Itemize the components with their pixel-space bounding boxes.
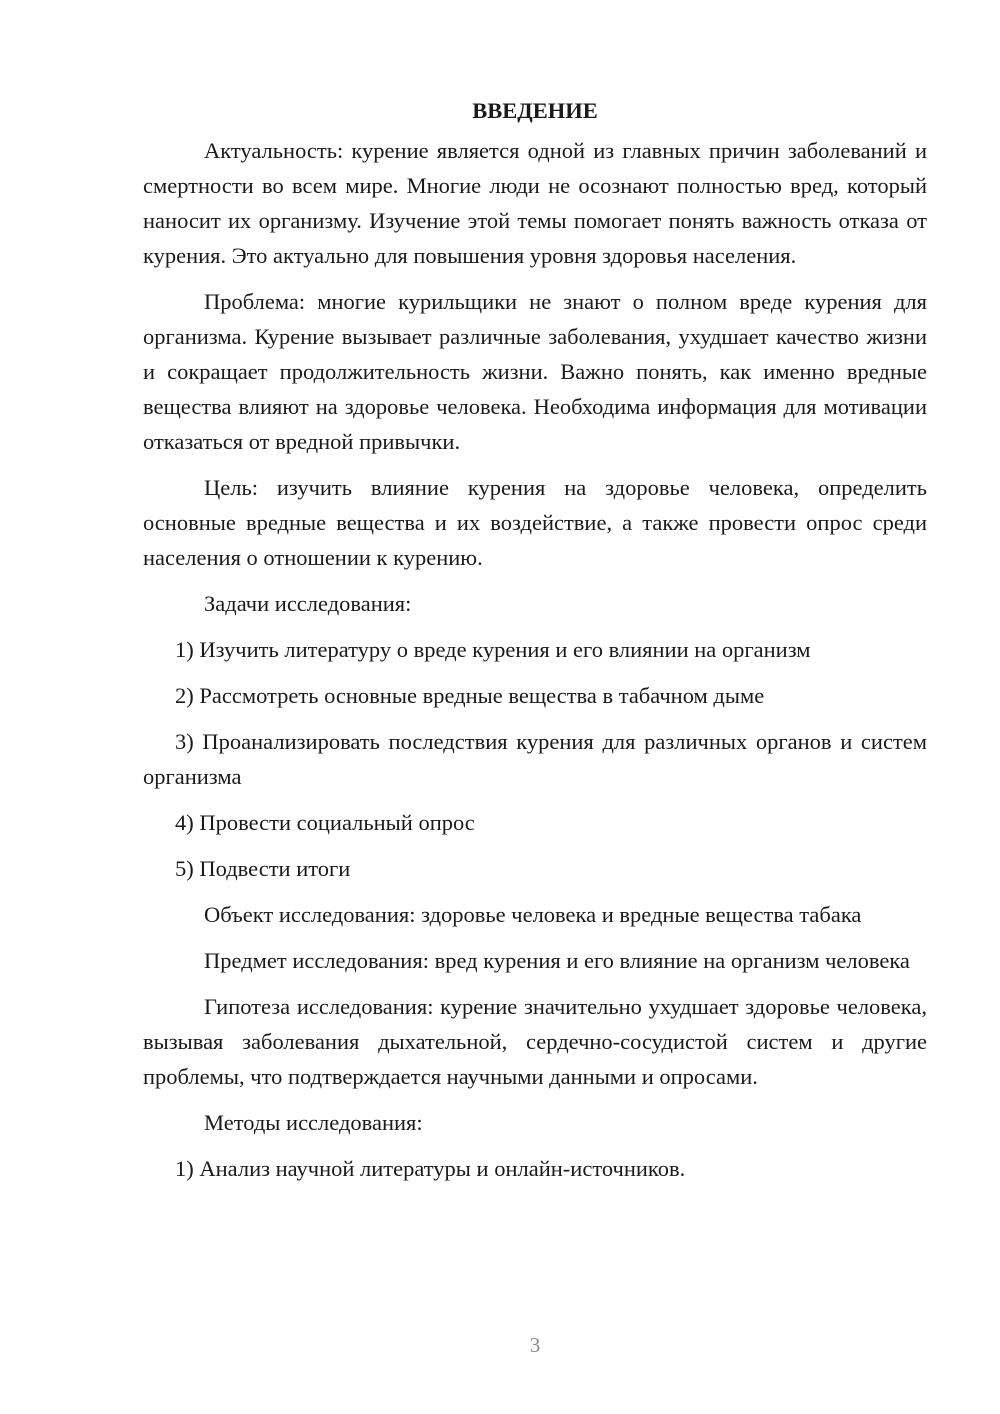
task-item-1: 1) Изучить литературу о вреде курения и его влиянии на организм	[175, 637, 811, 662]
page-title: ВВЕДЕНИЕ	[472, 98, 598, 123]
task-item-5: 5) Подвести итоги	[175, 856, 351, 881]
paragraph-problem: Проблема: многие курильщики не знают о полном вреде курения для организма. Курение вызывает различные заболевания, ухудшает качество жизни и сокращает продолжительность жизни. Важно понять, как именно вредные вещества влияют на здоровье человека. Необходима информация для мотивации отказаться от вредной привычки.	[143, 289, 927, 454]
task-item-3: 3) Проанализировать последствия курения для различных органов и систем организма	[143, 729, 927, 789]
task-item-2: 2) Рассмотреть основные вредные вещества в табачном дыме	[175, 683, 765, 708]
paragraph-goal: Цель: изучить влияние курения на здоровье человека, определить основные вредные вещества и их воздействие, а также провести опрос среди населения о отношении к курению.	[143, 475, 927, 570]
paragraph-object: Объект исследования: здоровье человека и вредные вещества табака	[204, 902, 862, 927]
paragraph-subject: Предмет исследования: вред курения и его влияние на организм человека	[204, 948, 910, 973]
page-content	[143, 93, 927, 1197]
task-item-4: 4) Провести социальный опрос	[175, 810, 475, 835]
method-item-1: 1) Анализ научной литературы и онлайн-источников.	[175, 1156, 686, 1181]
paragraph-relevance: Актуальность: курение является одной из главных причин заболеваний и смертности во всем мире. Многие люди не осознают полностью вред, который наносит их организму. Изучение этой темы помогает понять важность отказа от курения. Это актуально для повышения уровня здоровья населения.	[143, 138, 927, 268]
page-number: 3	[529, 1333, 541, 1357]
methods-heading: Методы исследования:	[204, 1110, 423, 1135]
paragraph-hypothesis: Гипотеза исследования: курение значительно ухудшает здоровье человека, вызывая заболевания дыхательной, сердечно-сосудистой систем и другие проблемы, что подтверждается научными данными и опросами.	[143, 994, 927, 1089]
tasks-heading: Задачи исследования:	[204, 591, 412, 616]
